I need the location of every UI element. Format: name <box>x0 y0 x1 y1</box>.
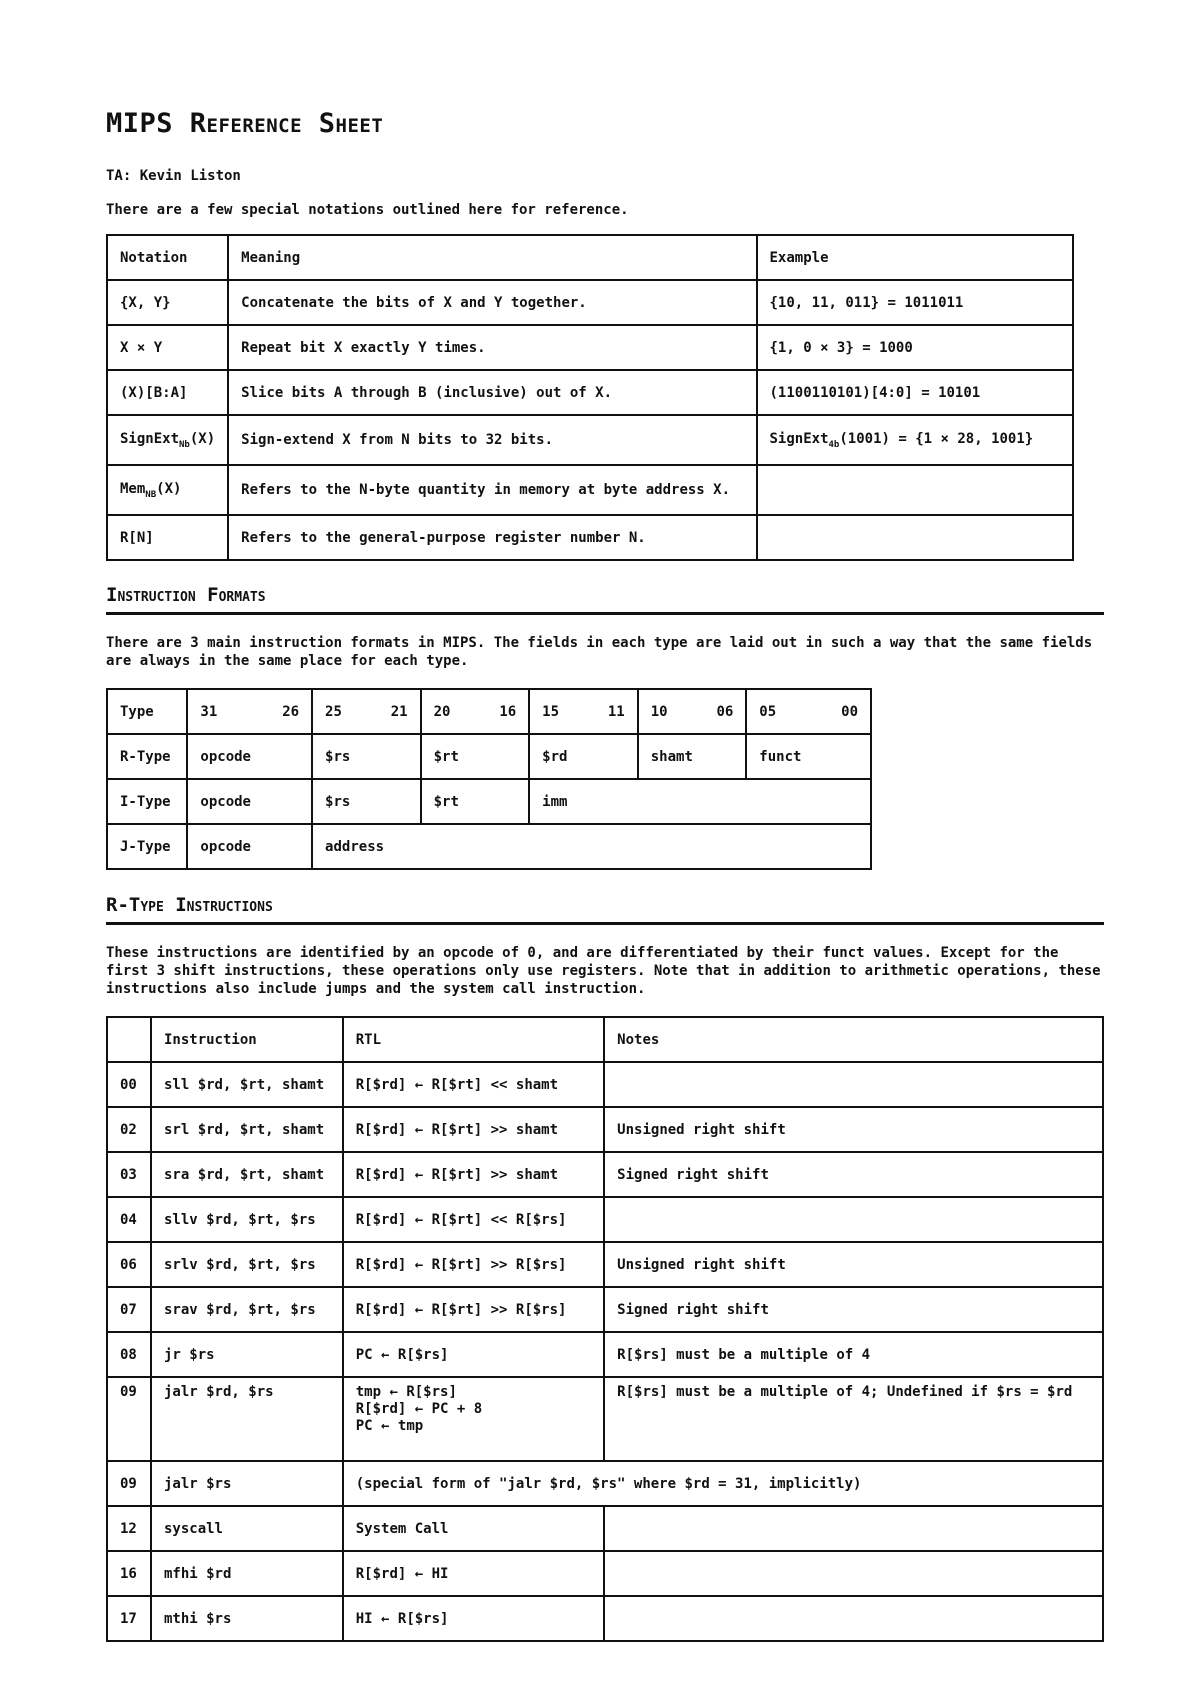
rtl-line: R[$rd] ← PC + 8 <box>355 1401 483 1417</box>
notation-subscript: NB <box>145 489 157 500</box>
notation-cell: R[N] <box>107 515 228 560</box>
header-type: Type <box>107 689 187 734</box>
instruction-cell: mfhi $rd <box>151 1551 343 1596</box>
bit-high: 20 <box>433 703 451 720</box>
bits-31-26 <box>187 689 312 734</box>
funct-code: 09 <box>107 1377 151 1461</box>
table-header-row <box>107 1017 1103 1062</box>
field-rt: $rt <box>421 779 530 824</box>
field-shamt: shamt <box>638 734 747 779</box>
bit-low: 16 <box>499 703 517 720</box>
example-subscript: 4b <box>828 439 840 450</box>
table-row <box>107 1107 1103 1152</box>
notes-cell <box>604 1506 1103 1551</box>
rtl-cell: PC ← R[$rs] <box>343 1332 604 1377</box>
instruction-cell: sra $rd, $rt, shamt <box>151 1152 343 1197</box>
field-opcode: opcode <box>187 824 312 869</box>
example-cell <box>757 415 1074 465</box>
notation-tail: (X) <box>189 430 216 447</box>
field-rs: $rs <box>312 779 421 824</box>
meaning-cell: Concatenate the bits of X and Y together. <box>228 280 756 325</box>
rtl-cell: R[$rd] ← R[$rt] << R[$rs] <box>343 1197 604 1242</box>
notes-cell <box>604 1197 1103 1242</box>
meaning-cell: Slice bits A through B (inclusive) out of X. <box>228 370 756 415</box>
reference-sheet-page <box>106 104 1104 1627</box>
bits-05-00 <box>746 689 871 734</box>
example-main: SignExt <box>769 430 829 447</box>
example-cell <box>757 465 1074 515</box>
rtl-cell: R[$rd] ← R[$rt] >> R[$rs] <box>343 1242 604 1287</box>
table-row <box>107 1332 1103 1377</box>
bits-15-11 <box>529 689 638 734</box>
table-row <box>107 1506 1103 1551</box>
rtl-cell: HI ← R[$rs] <box>343 1596 604 1641</box>
header-notation: Notation <box>107 235 228 280</box>
notes-cell: Unsigned right shift <box>604 1107 1103 1152</box>
rtl-cell: R[$rd] ← R[$rt] << shamt <box>343 1062 604 1107</box>
rtl-line: tmp ← R[$rs] <box>355 1384 457 1400</box>
funct-code: 00 <box>107 1062 151 1107</box>
field-opcode: opcode <box>187 779 312 824</box>
type-label: J-Type <box>107 824 187 869</box>
instruction-cell: syscall <box>151 1506 343 1551</box>
notation-main: Mem <box>120 480 146 497</box>
table-row <box>107 1461 1103 1506</box>
type-label: I-Type <box>107 779 187 824</box>
bit-low: 00 <box>841 703 858 720</box>
notation-cell <box>107 415 228 465</box>
notation-cell: {X, Y} <box>107 280 228 325</box>
instruction-cell: sllv $rd, $rt, $rs <box>151 1197 343 1242</box>
instruction-cell: srl $rd, $rt, shamt <box>151 1107 343 1152</box>
funct-code: 02 <box>107 1107 151 1152</box>
notation-subscript: Nb <box>179 439 190 450</box>
page-title: MIPS Reference Sheet <box>106 108 384 139</box>
bit-high: 15 <box>542 703 560 720</box>
notation-cell: X × Y <box>107 325 228 370</box>
i-type-row <box>107 779 871 824</box>
header-notes: Notes <box>604 1017 1103 1062</box>
bits-25-21 <box>312 689 421 734</box>
instruction-cell: srav $rd, $rt, $rs <box>151 1287 343 1332</box>
instruction-cell: mthi $rs <box>151 1596 343 1641</box>
funct-code: 04 <box>107 1197 151 1242</box>
bit-high: 05 <box>759 703 777 720</box>
meaning-cell: Refers to the N-byte quantity in memory at byte address X. <box>228 465 756 515</box>
funct-code: 17 <box>107 1596 151 1641</box>
r-type-row <box>107 734 871 779</box>
funct-code: 09 <box>107 1461 151 1506</box>
bit-low: 26 <box>282 703 300 720</box>
instruction-cell: sll $rd, $rt, shamt <box>151 1062 343 1107</box>
notes-cell: R[$rs] must be a multiple of 4 <box>604 1332 1103 1377</box>
field-opcode: opcode <box>187 734 312 779</box>
bit-low: 11 <box>607 703 625 720</box>
table-row <box>107 1152 1103 1197</box>
table-row <box>107 465 1073 515</box>
notes-cell: R[$rs] must be a multiple of 4; Undefined if $rs = $rd <box>604 1377 1103 1461</box>
instruction-cell: jalr $rd, $rs <box>151 1377 343 1461</box>
example-cell <box>757 515 1074 560</box>
table-header-row <box>107 689 871 734</box>
funct-code: 03 <box>107 1152 151 1197</box>
section-heading-rtype: R-Type Instructions <box>106 892 1104 925</box>
header-code <box>107 1017 151 1062</box>
funct-code: 16 <box>107 1551 151 1596</box>
field-rs: $rs <box>312 734 421 779</box>
notes-cell <box>604 1062 1103 1107</box>
notation-tail: (X) <box>156 480 182 497</box>
table-header-row <box>107 235 1073 280</box>
type-label: R-Type <box>107 734 187 779</box>
bit-high: 25 <box>325 703 342 720</box>
instruction-cell: jr $rs <box>151 1332 343 1377</box>
field-address: address <box>312 824 871 869</box>
notes-cell <box>604 1551 1103 1596</box>
special-form-note: (special form of "jalr $rd, $rs" where $rd = 31, implicitly) <box>343 1461 1103 1506</box>
funct-code: 08 <box>107 1332 151 1377</box>
notes-cell: Signed right shift <box>604 1152 1103 1197</box>
header-meaning: Meaning <box>228 235 756 280</box>
bit-low: 06 <box>716 703 734 720</box>
instruction-formats-table <box>106 688 872 870</box>
field-funct: funct <box>746 734 871 779</box>
formats-paragraph: There are 3 main instruction formats in MIPS. The fields in each type are laid out in such a way that the same fields are always in the same place for each type. <box>106 635 1093 669</box>
example-cell: {1, 0 × 3} = 1000 <box>757 325 1074 370</box>
table-row <box>107 1197 1103 1242</box>
field-rd: $rd <box>529 734 638 779</box>
notation-cell: (X)[B:A] <box>107 370 228 415</box>
bits-10-06 <box>638 689 747 734</box>
header-example: Example <box>757 235 1074 280</box>
rtl-cell: System Call <box>343 1506 604 1551</box>
table-row <box>107 1242 1103 1287</box>
section-heading-formats: Instruction Formats <box>106 582 1104 615</box>
bit-high: 31 <box>200 703 218 720</box>
table-row <box>107 1062 1103 1107</box>
notes-cell <box>604 1596 1103 1641</box>
meaning-cell: Repeat bit X exactly Y times. <box>228 325 756 370</box>
meaning-cell: Sign-extend X from N bits to 32 bits. <box>228 415 756 465</box>
rtl-cell: R[$rd] ← R[$rt] >> R[$rs] <box>343 1287 604 1332</box>
intro-text: There are a few special notations outlined here for reference. <box>106 202 629 218</box>
funct-code: 12 <box>107 1506 151 1551</box>
notes-cell: Signed right shift <box>604 1287 1103 1332</box>
rtype-paragraph: These instructions are identified by an opcode of 0, and are differentiated by their funct values. Except for the first 3 shift instructions, these operations only use registers. Note that in addition to arithmetic operations, these instructions also include jumps and the system call instruction. <box>106 945 1101 997</box>
example-cell: {10, 11, 011} = 1011011 <box>757 280 1074 325</box>
table-row <box>107 370 1073 415</box>
table-row <box>107 515 1073 560</box>
rtl-cell: R[$rd] ← R[$rt] >> shamt <box>343 1152 604 1197</box>
field-imm: imm <box>529 779 871 824</box>
notation-table <box>106 234 1074 561</box>
table-row <box>107 1377 1103 1461</box>
bit-high: 10 <box>650 703 668 720</box>
notes-cell: Unsigned right shift <box>604 1242 1103 1287</box>
rtl-line: PC ← tmp <box>355 1418 424 1434</box>
table-row <box>107 280 1073 325</box>
header-instruction: Instruction <box>151 1017 343 1062</box>
header-rtl: RTL <box>343 1017 604 1062</box>
funct-code: 06 <box>107 1242 151 1287</box>
rtl-cell: R[$rd] ← HI <box>343 1551 604 1596</box>
rtl-cell: R[$rd] ← R[$rt] >> shamt <box>343 1107 604 1152</box>
funct-code: 07 <box>107 1287 151 1332</box>
instruction-cell: jalr $rs <box>151 1461 343 1506</box>
example-cell: (1100110101)[4:0] = 10101 <box>757 370 1074 415</box>
meaning-cell: Refers to the general-purpose register number N. <box>228 515 756 560</box>
table-row <box>107 325 1073 370</box>
bits-20-16 <box>421 689 530 734</box>
bit-low: 21 <box>390 703 408 720</box>
instruction-cell: srlv $rd, $rt, $rs <box>151 1242 343 1287</box>
rtl-cell <box>343 1377 604 1461</box>
table-row <box>107 1551 1103 1596</box>
table-row <box>107 415 1073 465</box>
notation-cell <box>107 465 228 515</box>
table-row <box>107 1287 1103 1332</box>
rtype-instructions-table <box>106 1016 1104 1642</box>
example-tail: (1001) = {1 × 28, 1001} <box>839 430 1034 447</box>
table-row <box>107 1596 1103 1641</box>
j-type-row <box>107 824 871 869</box>
notation-main: SignExt <box>120 430 180 447</box>
field-rt: $rt <box>421 734 530 779</box>
ta-name: TA: Kevin Liston <box>106 168 241 184</box>
